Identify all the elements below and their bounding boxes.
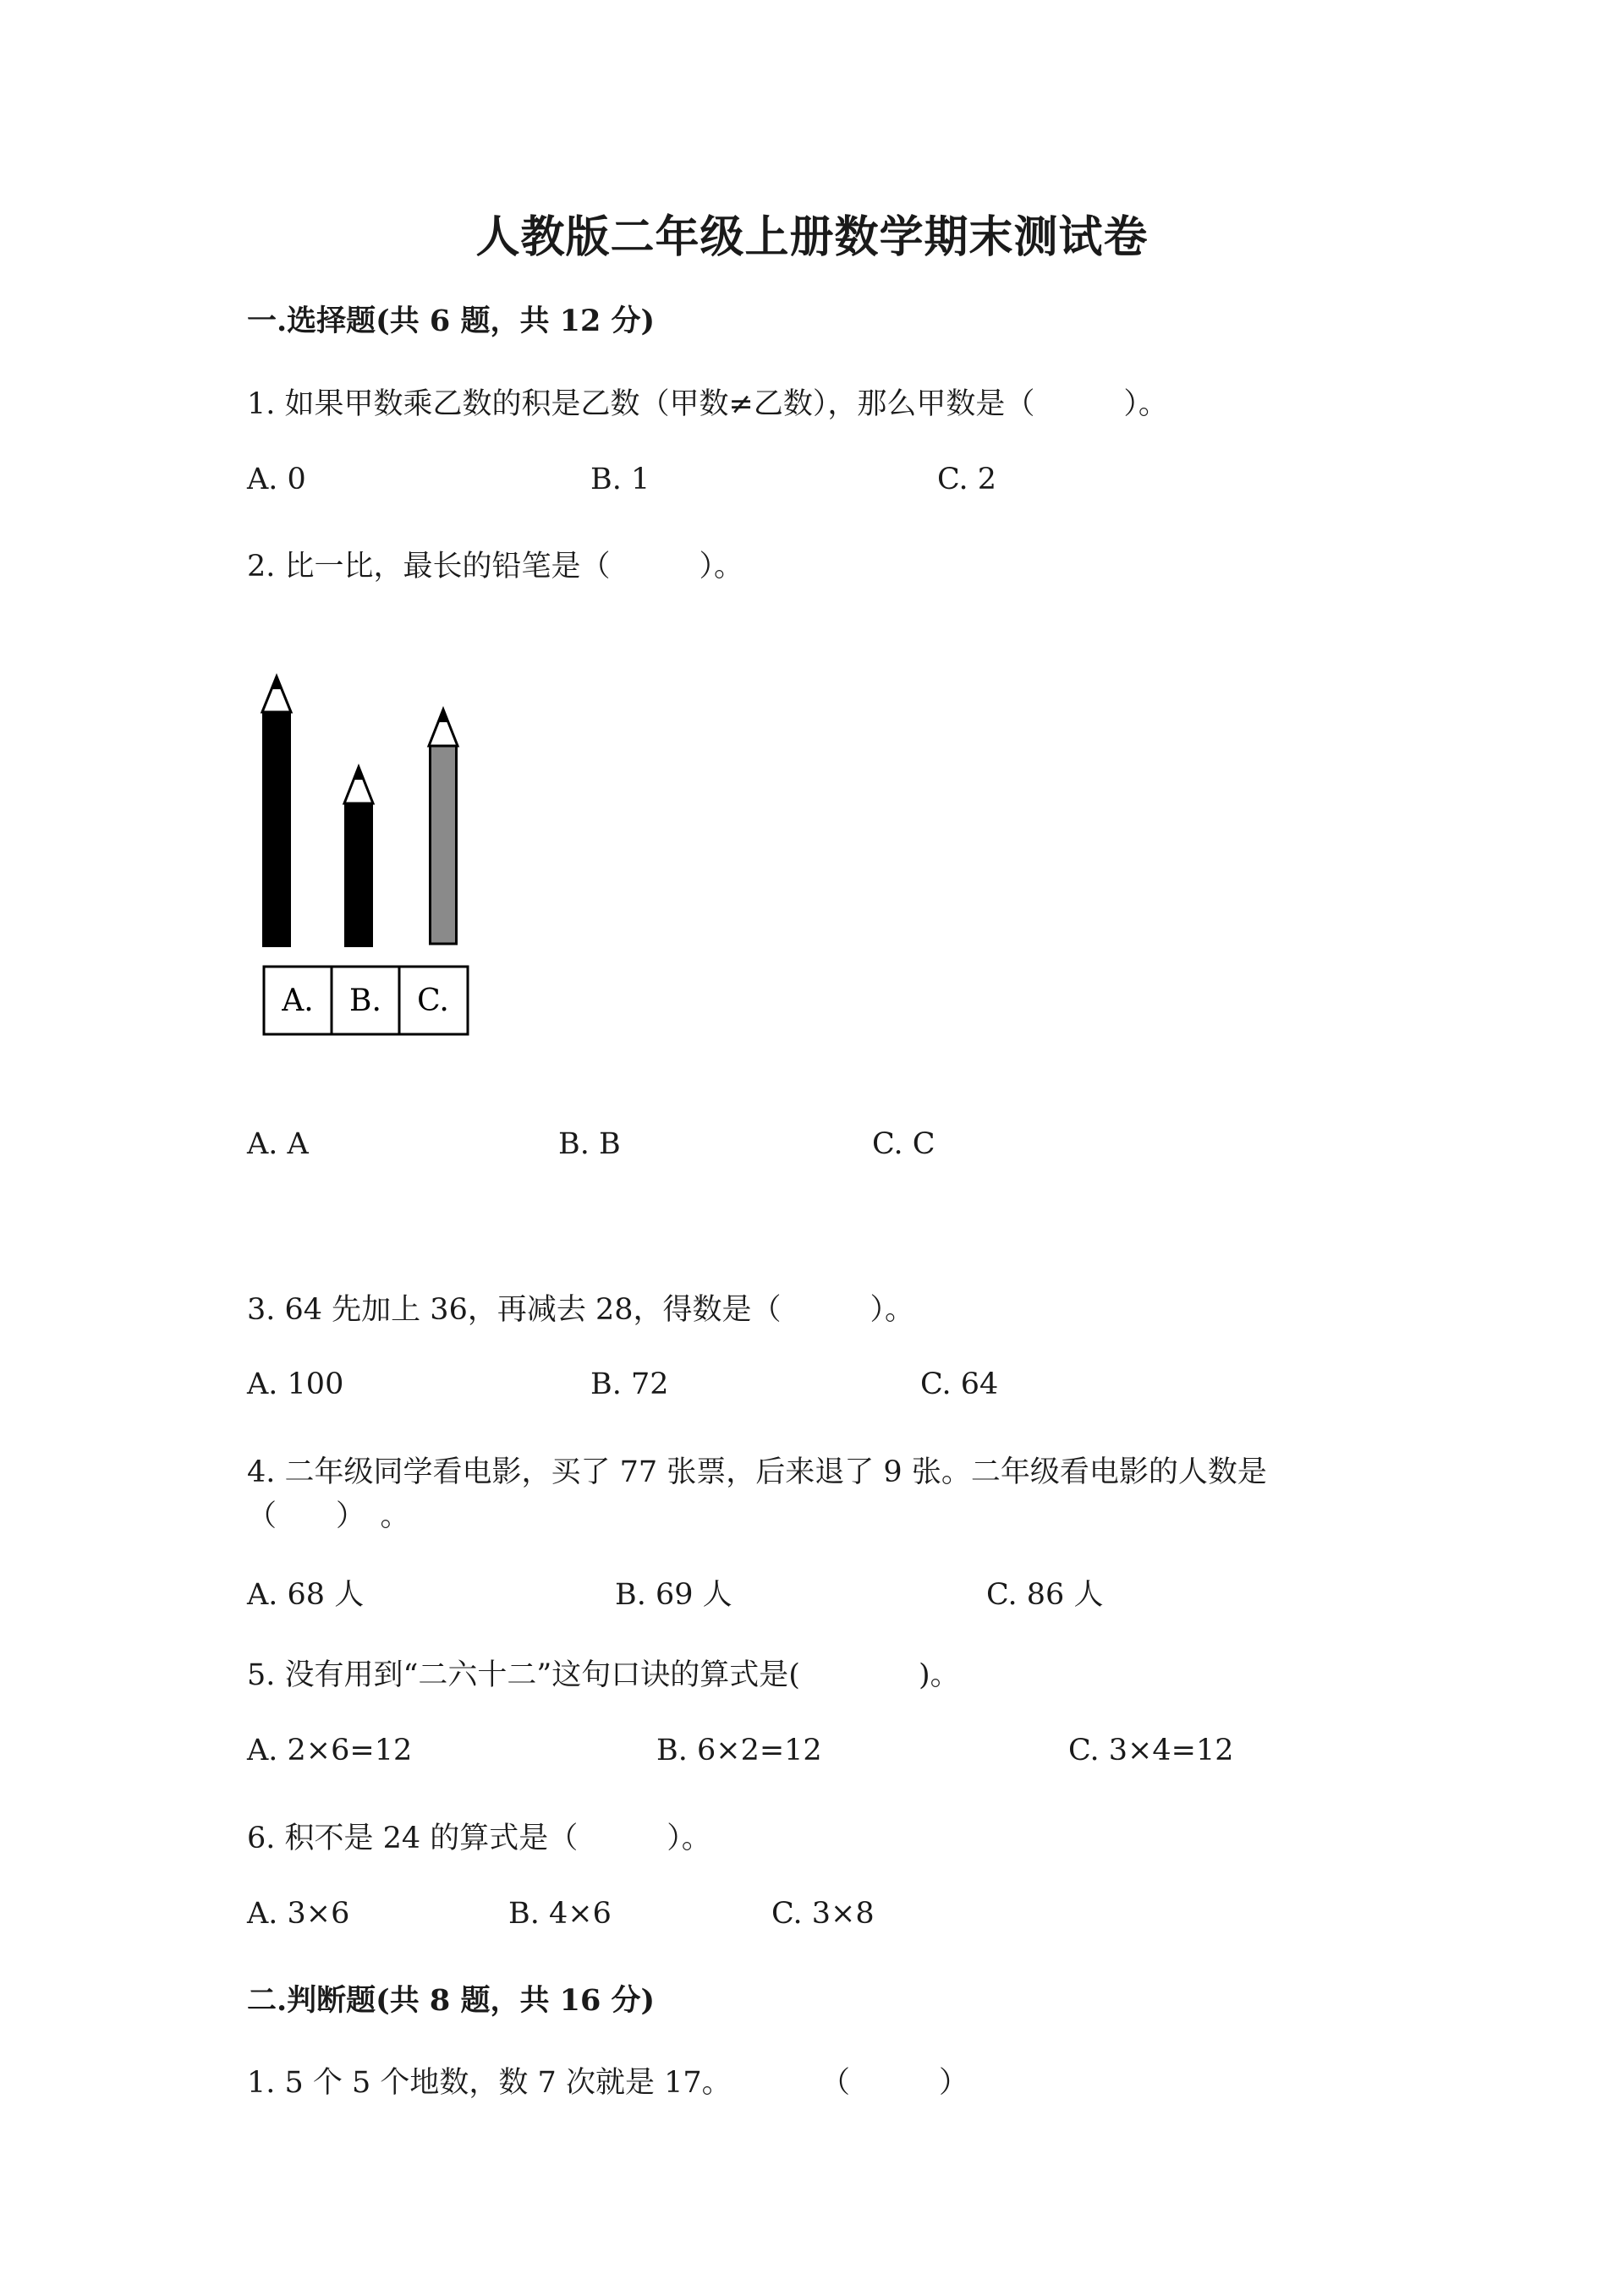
question-6-option-a: A. 3×6 — [247, 1897, 350, 1931]
question-3-option-a: A. 100 — [247, 1367, 344, 1401]
pencil-a — [262, 677, 291, 947]
question-3-option-b: B. 72 — [590, 1367, 669, 1401]
question-6-option-b: B. 4×6 — [508, 1897, 612, 1931]
question-2-option-c: C. C — [872, 1127, 935, 1161]
question-2-option-a: A. A — [247, 1127, 309, 1161]
question-4-option-c: C. 86 人 — [986, 1578, 1104, 1612]
pencil-label-a: A. — [282, 984, 314, 1018]
question-5-option-a: A. 2×6=12 — [247, 1734, 413, 1767]
question-1-option-b: B. 1 — [590, 463, 650, 496]
question-5-option-b: B. 6×2=12 — [656, 1734, 822, 1767]
question-6-option-c: C. 3×8 — [771, 1897, 875, 1931]
question-3-text: 3. 64 先加上 36，再减去 28，得数是（ ）。 — [247, 1293, 915, 1327]
judge-question-1-bracket: （ ） — [820, 2066, 969, 2100]
pencil-label-b: B. — [349, 984, 381, 1018]
question-6-text: 6. 积不是 24 的算式是（ ）。 — [247, 1822, 711, 1855]
question-5-text: 5. 没有用到“二六十二”这句口诀的算式是( )。 — [247, 1658, 960, 1692]
question-2-text: 2. 比一比，最长的铅笔是（ ）。 — [247, 550, 744, 584]
section-heading-choice: 一.选择题(共 6 题，共 12 分) — [247, 304, 656, 338]
question-4-text-line1: 4. 二年级同学看电影，买了 77 张票，后来退了 9 张。二年级看电影的人数是 — [247, 1455, 1267, 1489]
question-1-option-c: C. 2 — [937, 463, 997, 496]
page-title: 人教版二年级上册数学期末测试卷 — [475, 211, 1149, 263]
pencil-label-c: C. — [417, 984, 449, 1018]
pencil-label-boxes — [264, 967, 468, 1034]
question-2-option-b: B. B — [558, 1127, 621, 1161]
question-1-text: 1. 如果甲数乘乙数的积是乙数（甲数≠乙数），那么甲数是（ ）。 — [247, 387, 1168, 421]
question-3-option-c: C. 64 — [920, 1367, 999, 1401]
pencil-b — [344, 767, 373, 947]
question-4-option-a: A. 68 人 — [247, 1578, 365, 1612]
question-5-option-c: C. 3×4=12 — [1068, 1734, 1234, 1767]
question-1-option-a: A. 0 — [247, 463, 306, 496]
pencils-figure — [254, 664, 474, 1044]
pencil-c — [429, 710, 458, 944]
section-heading-judge: 二.判断题(共 8 题，共 16 分) — [247, 1983, 656, 2018]
judge-question-1-text: 1. 5 个 5 个地数，数 7 次就是 17。 — [247, 2066, 732, 2100]
question-4-option-b: B. 69 人 — [615, 1578, 732, 1612]
question-4-text-line2: （ ） 。 — [247, 1499, 410, 1533]
